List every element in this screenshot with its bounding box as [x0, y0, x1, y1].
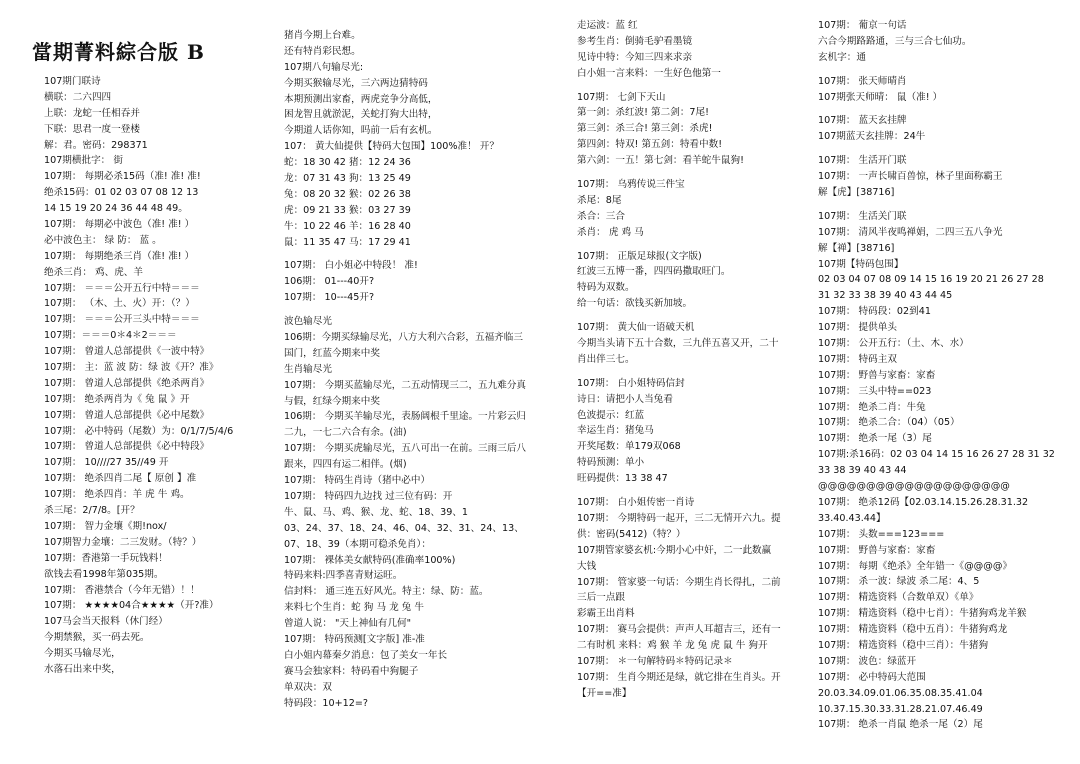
text-line: 红波三五博一番，四四码撒取旺门。	[577, 266, 731, 278]
text-line: 107期智力金壤：二三发财。（特？）	[44, 536, 202, 548]
text-line: 107期： 绝杀四肖二尾【 原创 】准	[44, 473, 197, 485]
text-line: 107期： 精选资料（稳中五肖）：牛猪狗鸡龙	[818, 624, 1008, 636]
text-line: 牛、鼠、马、鸡、猴、龙、蛇、18、39、1	[284, 506, 469, 518]
text-line: 单双决：双	[284, 681, 332, 693]
text-line: 旺码提供：13 38 47	[577, 473, 668, 485]
column-3	[577, 18, 807, 702]
text-line: 107期： 主：蓝 波 防：绿 波《开？准》	[44, 362, 219, 374]
text-line: 107期： 管家婆一句话：今期生肖长得扎，二前	[577, 576, 781, 588]
text-line: 107期： 智力金壤《期!nox/	[44, 520, 167, 532]
text-line: 特码预测：单小	[577, 457, 645, 469]
text-line: 107期： 香港禁合（今年无错）！！	[44, 584, 200, 596]
text-line: 107期:杀16码：02 03 04 14 15 16 26 27 28 31 32	[818, 449, 1055, 461]
text-line: 白小姐内幕秦夕消息：包了美女一年长	[284, 649, 448, 661]
text-line: 107期： 曾道人总部提供《一波中特》	[44, 346, 210, 358]
text-line: 第一剑：杀红波! 第二剑：7尾!	[577, 107, 709, 119]
text-line: 10.37.15.30.33.31.28.21.07.46.49	[818, 703, 983, 715]
text-line: 107期： 必中特码（尾数）为：0/1/7/5/4/6	[44, 425, 234, 437]
text-line: 107期： 绝杀一尾（3）尾	[818, 433, 932, 445]
text-line: 107期张天师晴： 鼠（准! ）	[818, 91, 943, 103]
text-line: 107期： 今期买蓝输尽光，二五动情现三二，五九难分真	[284, 379, 527, 391]
text-line: 曾道人说： "天上神仙有几何"	[284, 618, 411, 630]
text-line: 107期： 特码生肖诗（猪中必中）	[284, 475, 431, 487]
text-line: 20.03.34.09.01.06.35.08.35.41.04	[818, 687, 983, 699]
text-line: 107期八句输尽光:	[284, 61, 364, 73]
spacer	[577, 169, 807, 177]
text-line: 02 03 04 07 08 09 14 15 16 19 20 21 26 27 28	[818, 274, 1044, 286]
text-line: 特码为双数。	[577, 282, 635, 294]
spacer	[577, 82, 807, 90]
text-line: 107期： 绝杀两肖为《 兔 鼠 》开	[44, 393, 190, 405]
text-line: 107期： 生活开门联	[818, 155, 907, 167]
page-title: 當期菁料綜合版 B	[32, 40, 205, 64]
text-line: 解【禅】[38716]	[818, 242, 895, 254]
text-line: 107期： 野兽与家畜：家畜	[818, 369, 936, 381]
text-line: 赛马会独家料：特码看中狗腿子	[284, 665, 419, 677]
text-line: 107期： 每期必杀15码（准! 准! 准!	[44, 171, 201, 183]
spacer	[818, 105, 1068, 113]
text-line: 107期： 葡京一句话	[818, 20, 907, 31]
text-line: 兔：08 20 32 猴：02 26 38	[284, 188, 411, 200]
text-line: 107期： 白小姐传密一肖诗	[577, 497, 695, 509]
text-line: 107期： 头数===123===	[818, 528, 945, 540]
spacer	[284, 306, 556, 314]
text-line: 彩霸王出肖料	[577, 608, 635, 620]
text-line: 二九，一七二六合有余。(油)	[284, 427, 407, 439]
text-line: 107期： 特码预测[文字版] 准-准	[284, 633, 425, 645]
text-line: 今期当头请下五十合数，三九伴五喜又开，二十	[577, 338, 779, 350]
text-line: 107期： （木、土、火）开：（？）	[44, 298, 195, 310]
text-line: 今期买猴输尽光，三六两边猜特码	[284, 77, 428, 89]
text-line: 107期： ＊一句解特码＊特码记录＊	[577, 655, 733, 667]
text-line: 欲钱去看1998年第035期。	[44, 568, 164, 580]
text-line: 107期： 每期绝杀三肖（准! 准! ）	[44, 250, 195, 262]
text-line: 107期： 乌鸦传说三件宝	[577, 179, 685, 191]
text-line: 幸运生肖：猪兔马	[577, 425, 654, 437]
text-line: 今期买马输尽光，	[44, 648, 121, 660]
text-line: 107期： 绝杀一肖鼠 绝杀一尾（2）尾	[818, 719, 983, 731]
text-line: 解【虎】[38716]	[818, 187, 895, 199]
text-line: 107期： 每期必中波色（准! 准! ）	[44, 219, 195, 231]
text-line: 107期： 生肖今期还是绿，就它排在生肖头。开	[577, 671, 781, 683]
text-line: 107期： ＝＝＝公开三头中特＝＝＝	[44, 314, 200, 326]
text-line: 第三剑：杀三合! 第三剑：杀虎!	[577, 123, 713, 135]
text-line: 今期道人话你知，吗前一后有玄机。	[284, 125, 438, 137]
text-line: 107期： 杀一波：绿波 杀二尾：4、5	[818, 576, 980, 588]
text-line: 诗日：请把小人当兔看	[577, 393, 673, 405]
text-line: 困龙智且就淤泥，关蛇打狗大出特，	[284, 109, 438, 121]
column-2	[284, 28, 556, 711]
text-line: 107期： 今期特码一起开，三二无情开六九。提	[577, 512, 781, 524]
text-line: 杀三尾：2/7/8。[开？	[44, 505, 140, 517]
text-line: 107期： ★★★★04合★★★★（开?准）	[44, 600, 219, 612]
text-line: 信封料： 通三连五好风光。特主：绿、防：蓝。	[284, 586, 489, 598]
spacer	[818, 66, 1068, 74]
text-line: 见诗中特：今知三四来求亲	[577, 51, 693, 63]
text-line: 106期：今期买绿输尽光，八方大利六合彩，五福齐临三	[284, 332, 523, 344]
text-line: 龙：07 31 43 狗：13 25 49	[284, 173, 411, 185]
text-line: 107期蓝天玄挂牌：24牛	[818, 131, 926, 143]
text-line: 107期： 赛马会提供：声声人耳超吉三，还有一	[577, 624, 781, 636]
text-line: 107期： 正版足球报(文字版)	[577, 250, 702, 262]
text-line: 来料七个生肖：蛇 狗 马 龙 兔 牛	[284, 602, 424, 614]
text-line: 107期： 曾道人总部提供《绝杀两肖》	[44, 377, 210, 389]
text-line: 水落石出来中奖，	[44, 663, 121, 675]
text-line: 杀尾：8尾	[577, 194, 622, 206]
spacer	[577, 487, 807, 495]
text-line: 107期： 绝杀二合：（04）（05）	[818, 417, 960, 429]
text-line: 牛：10 22 46 羊：16 28 40	[284, 220, 411, 232]
text-line: 107期： 每期《绝杀》全年错一《@@@@》	[818, 560, 1013, 572]
spacer	[577, 312, 807, 320]
text-line: 107期： 绝杀四肖：羊 虎 牛 鸡。	[44, 489, 190, 501]
text-line: 跟来，四四有运二相伴。(烟)	[284, 459, 407, 471]
text-line: 107期： 波色：绿蓝开	[818, 655, 917, 667]
spacer	[818, 145, 1068, 153]
text-line: 107期： 裸体美女献特码(准确率100%)	[284, 554, 456, 566]
text-line: 106期： 01---40开?	[284, 276, 375, 288]
text-line: 107期： 10////27 35//49 开	[44, 457, 169, 469]
text-line: 106期： 今期买羊输尽光，表肠阔根千里途。一片彩云归	[284, 411, 527, 423]
text-line: 107期： 提供单头	[818, 322, 897, 334]
text-line: 横联：二六四四	[44, 91, 112, 103]
text-line: 解：君。密码：298371	[44, 139, 148, 151]
text-line: 107期： 七剑下天山	[577, 91, 666, 103]
text-line: 给一句话：欲钱买新加坡。	[577, 298, 693, 310]
text-line: 肖出伴三七。	[577, 353, 635, 365]
text-line: 33.40.43.44】	[818, 512, 886, 524]
text-line: 波色输尽光	[284, 316, 332, 328]
text-line: 107期横批字： 街	[44, 155, 123, 167]
text-line: 14 15 19 20 24 36 44 48 49。	[44, 203, 188, 215]
text-line: 107期： 精选资料（稳中七肖）：牛猪狗鸡龙羊猴	[818, 608, 1027, 620]
spacer	[577, 368, 807, 376]
text-line: 走运波：蓝 红	[577, 20, 638, 31]
text-line: 107期： 精选资料（合数单双）《单》	[818, 592, 979, 604]
text-line: 107期： 黄大仙一语破天机	[577, 322, 695, 334]
text-line: 第六剑：一五！第七剑：看羊蛇牛鼠狗!	[577, 155, 744, 167]
text-line: 107期【特码包围】	[818, 258, 904, 270]
text-line: 107： 黄大仙提供【特码大包围】100%准！ 开？	[284, 141, 499, 153]
text-line: 色波提示：红蓝	[577, 409, 645, 421]
text-line: 107期： 蓝天玄挂牌	[818, 115, 907, 127]
text-line: 三后一点跟	[577, 592, 625, 604]
text-line: 107期： 白小姐特码信封	[577, 377, 685, 389]
text-line: 杀肖： 虎 鸡 马	[577, 226, 644, 238]
text-line: 107期： 生活关门联	[818, 210, 907, 222]
column-1	[44, 74, 269, 678]
text-line: 31 32 33 38 39 40 43 44 45	[818, 290, 953, 302]
text-line: 107期： 特码四九边找 过三位有码：开	[284, 490, 453, 502]
text-line: 107期： 野兽与家畜：家畜	[818, 544, 936, 556]
text-line: 六合今期路路通，三与三合七仙功。	[818, 35, 972, 47]
text-line: 107期：＝＝＝0＊4＊2＝＝＝	[44, 330, 177, 342]
text-line: 还有特肖彩民想。	[284, 45, 361, 57]
text-line: 107期： 三头中特==023	[818, 385, 932, 397]
text-line: 参考生肖：倒骑毛驴看墨镜	[577, 35, 693, 47]
text-line: 107期： 公开五行：（土、木、水）	[818, 338, 969, 350]
text-line: 特码段：10+12=?	[284, 697, 368, 709]
text-line: 107马会当天报料（休门经）	[44, 616, 168, 628]
text-line: 本期预测出家畜，两虎竞争分高低，	[284, 93, 438, 105]
text-line: 二有时机 来料：鸡 猴 羊 龙 兔 虎 鼠 牛 狗开	[577, 640, 768, 652]
text-line: 107期： 今期买虎输尽光，五八可出一在前。三雨三后八	[284, 443, 527, 455]
text-line: 07、18、39（本期可稳杀免肖）：	[284, 538, 431, 550]
text-line: 107期： 精选资料（稳中三肖）：牛猪狗	[818, 639, 989, 651]
spacer	[577, 241, 807, 249]
text-line: 第四剑：特双! 第五剑：特看中数!	[577, 139, 723, 151]
text-line: 107期： 白小姐必中特段！ 准!	[284, 260, 418, 272]
text-line: 鼠：11 35 47 马：17 29 41	[284, 236, 411, 248]
text-line: 【开==准】	[577, 687, 632, 699]
text-line: 107期： 绝杀12码【02.03.14.15.26.28.31.32	[818, 496, 1029, 508]
text-line: 107期： 绝杀二肖：牛兔	[818, 401, 926, 413]
text-line: 107期： 特码段：02到41	[818, 306, 931, 318]
text-line: 下联：思君一度一登楼	[44, 123, 140, 135]
text-line: 大钱	[577, 560, 597, 572]
text-line: 今期禁猴，买一码去死。	[44, 632, 150, 644]
text-line: 白小姐一言来料：一生好色他第一	[577, 67, 721, 79]
text-line: 生肖输尽光	[284, 363, 332, 375]
text-line: 107期： 必中特码大范围	[818, 671, 926, 683]
text-line: 玄机字：通	[818, 51, 866, 63]
text-line: 猪肖今期上台难。	[284, 30, 361, 41]
text-line: 上联：龙蛇一任相吞并	[44, 107, 140, 119]
text-line: 必中波色主： 绿 防： 蓝 。	[44, 234, 162, 246]
text-line: 供：密码(5412)（特？）	[577, 528, 686, 540]
text-line: 03、24、37、18、24、46、04、32、31、24、13、	[284, 522, 524, 534]
text-line: 虎：09 21 33 猴：03 27 39	[284, 204, 411, 216]
spacer	[818, 201, 1068, 209]
text-line: 107期： ＝＝＝公开五行中特＝＝＝	[44, 282, 200, 294]
text-line: 蛇：18 30 42 猪：12 24 36	[284, 157, 411, 169]
text-line: 107期： 曾道人总部提供《必中尾数》	[44, 409, 210, 421]
text-line: 107期管家婆玄机:今期小心中奸，二一此数赢	[577, 544, 772, 556]
column-4	[818, 18, 1068, 733]
text-line: 107期： 清风半夜鸣禅娟，二四三五八争光	[818, 226, 1003, 238]
text-line: 开奖尾数：单179双068	[577, 441, 681, 453]
text-line: @@@@@@@@@@@@@@@@@@@@	[818, 481, 1010, 493]
text-line: 国门，红蓝今期来中奖	[284, 347, 380, 359]
text-line: 107期： 一声长啸百兽惊，林子里面称霸王	[818, 171, 1003, 183]
text-line: 107期： 10---45开?	[284, 292, 375, 304]
text-line: 特码来料:四季喜青财运旺。	[284, 570, 403, 582]
spacer	[284, 250, 556, 258]
text-line: 与假，红绿今期来中奖	[284, 395, 380, 407]
text-line: 107期： 曾道人总部提供《必中特段》	[44, 441, 210, 453]
text-line: 107期：香港第一手玩钱料！	[44, 552, 168, 564]
text-line: 绝杀三肖： 鸡、虎、羊	[44, 266, 143, 278]
text-line: 107期门联诗	[44, 76, 101, 87]
text-line: 33 38 39 40 43 44	[818, 465, 907, 477]
text-line: 107期： 张天师晴肖	[818, 75, 907, 87]
text-line: 绝杀15码：01 02 03 07 08 12 13	[44, 187, 199, 199]
text-line: 107期： 特码主双	[818, 353, 897, 365]
text-line: 杀合：三合	[577, 210, 625, 222]
